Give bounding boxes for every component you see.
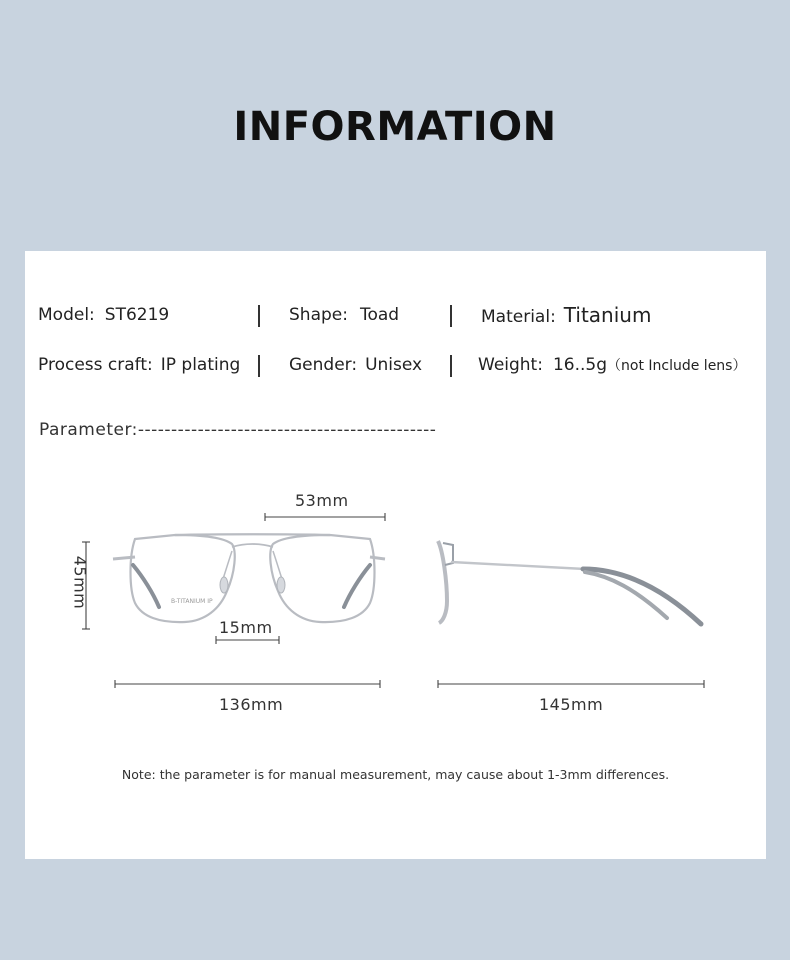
- side-rim: [438, 541, 447, 623]
- parameter-label: Parameter:: [39, 420, 138, 440]
- left-endpiece: [113, 557, 135, 559]
- info-card: [25, 251, 766, 859]
- shape-value: Toad: [359, 305, 400, 325]
- weight-note: （not Include lens）: [607, 358, 747, 374]
- page-title: INFORMATION: [233, 104, 557, 150]
- side-temple-arm: [451, 562, 585, 569]
- temple-length-label: 145mm: [539, 695, 604, 714]
- weight-label: Weight:: [478, 355, 543, 375]
- bridge-dimension-line: [216, 636, 279, 644]
- bridge-bar: [232, 544, 273, 547]
- shape-label: Shape:: [289, 305, 348, 325]
- measurement-note: Note: the parameter is for manual measurement, may cause about 1-3mm differences.: [121, 767, 670, 782]
- weight-value: 16..5g: [552, 355, 608, 375]
- craft-value: IP plating: [160, 355, 241, 375]
- left-nose-pad: [220, 577, 228, 593]
- right-nosepad-arm: [273, 551, 282, 579]
- bridge-width-label: 15mm: [219, 618, 273, 637]
- parameter-dashes: ---------------------------------------------: [137, 420, 437, 440]
- lens-width-dimension-line: [265, 513, 385, 521]
- model-label: Model:: [38, 305, 95, 325]
- material-label: Material:: [481, 307, 556, 327]
- lens-height-label: 45mm: [70, 555, 90, 610]
- left-nosepad-arm: [223, 551, 232, 579]
- side-view-glasses: [438, 541, 701, 624]
- temple-length-dimension-line: [438, 680, 704, 688]
- material-value: Titanium: [563, 303, 652, 327]
- model-value: ST6219: [104, 305, 170, 325]
- frame-width-label: 136mm: [219, 695, 284, 714]
- temple-print: B-TITANIUM IP: [171, 598, 213, 605]
- right-endpiece: [370, 557, 385, 559]
- lens-width-label: 53mm: [295, 491, 349, 510]
- frame-width-dimension-line: [115, 680, 380, 688]
- craft-label: Process craft:: [38, 355, 153, 375]
- gender-label: Gender:: [289, 355, 358, 375]
- left-temple-tip: [133, 565, 159, 607]
- left-lens-rim: [131, 535, 235, 622]
- gender-value: Unisex: [365, 355, 423, 375]
- top-bar: [175, 534, 330, 535]
- right-nose-pad: [277, 577, 285, 593]
- right-temple-tip: [344, 565, 370, 607]
